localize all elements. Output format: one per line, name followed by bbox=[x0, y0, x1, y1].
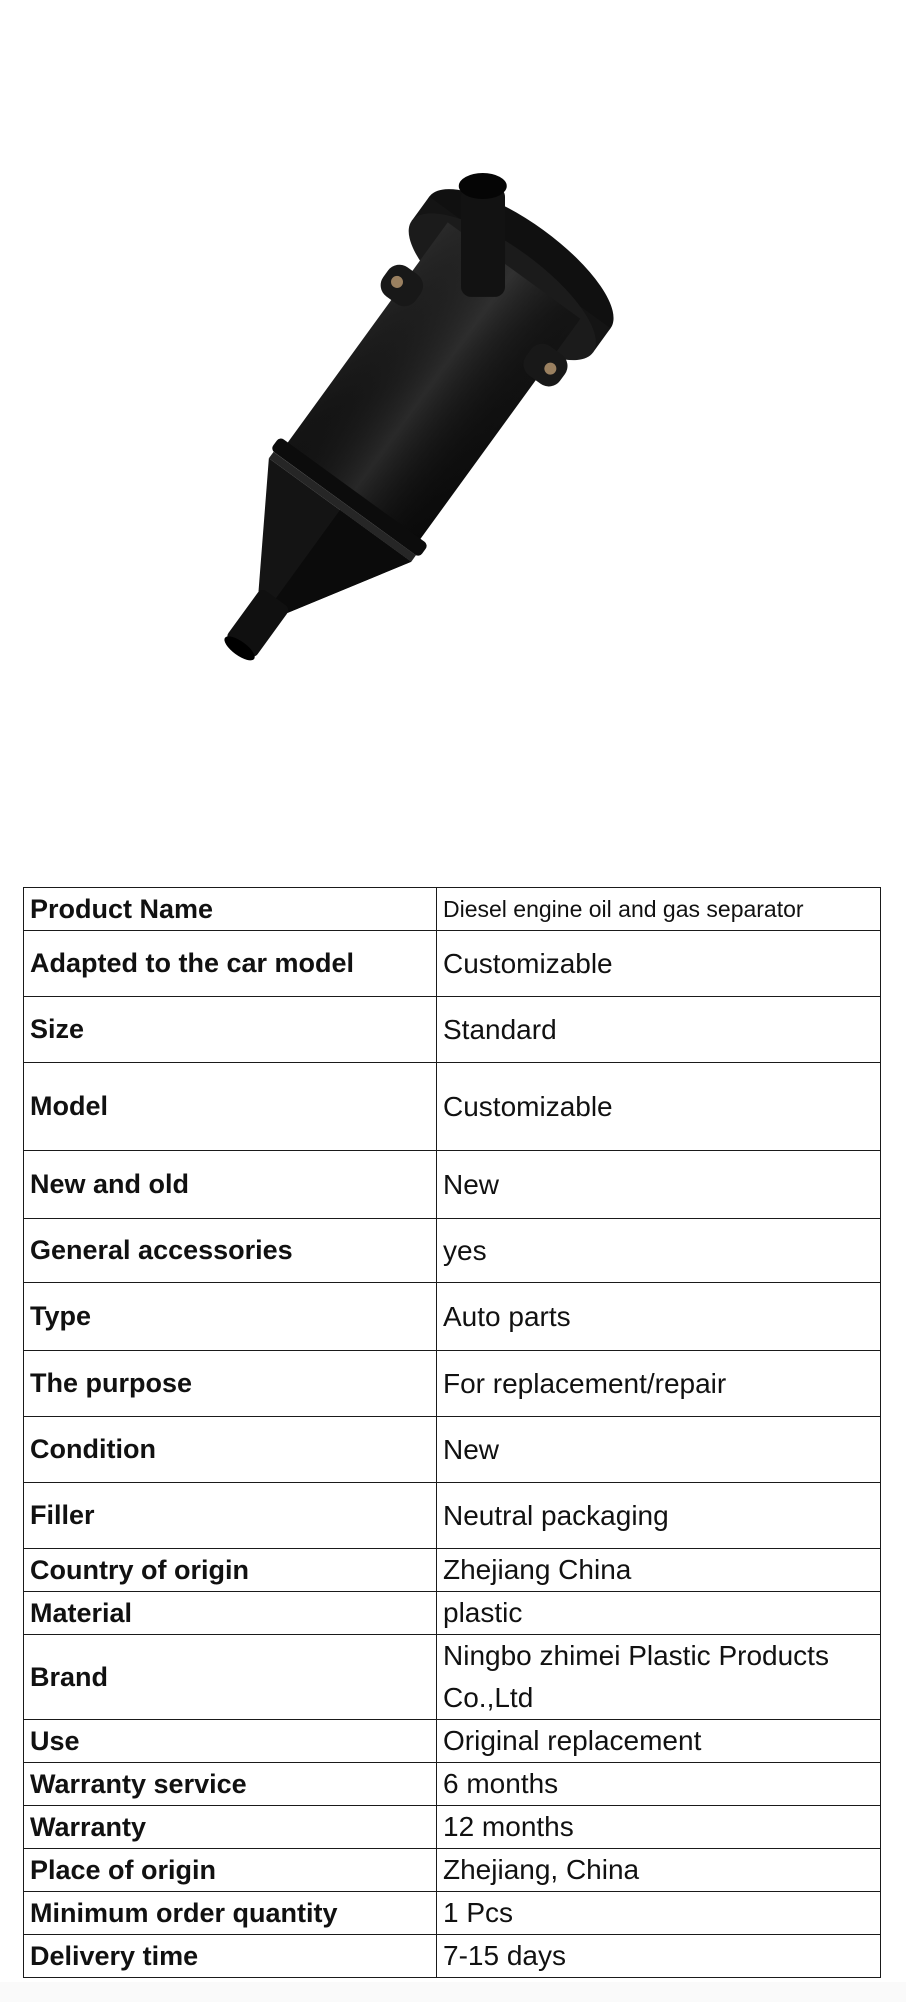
spec-value: Original replacement bbox=[437, 1720, 881, 1763]
spec-row bbox=[24, 997, 881, 1063]
spec-label: Condition bbox=[24, 1417, 437, 1483]
spec-value: Ningbo zhimei Plastic Products Co.,Ltd bbox=[437, 1635, 881, 1720]
spec-row bbox=[24, 1592, 881, 1635]
spec-row bbox=[24, 1151, 881, 1219]
spec-value: Neutral packaging bbox=[437, 1483, 881, 1549]
spec-value: 7-15 days bbox=[437, 1935, 881, 1978]
oil-gas-separator-photo bbox=[0, 0, 906, 880]
spec-value: 6 months bbox=[437, 1763, 881, 1806]
spec-value: New bbox=[437, 1417, 881, 1483]
spec-value: Zhejiang China bbox=[437, 1549, 881, 1592]
spec-row bbox=[24, 931, 881, 997]
spec-value: plastic bbox=[437, 1592, 881, 1635]
spec-row bbox=[24, 1351, 881, 1417]
spec-value: 1 Pcs bbox=[437, 1892, 881, 1935]
spec-row bbox=[24, 1935, 881, 1978]
spec-label: Warranty service bbox=[24, 1763, 437, 1806]
spec-row bbox=[24, 1063, 881, 1151]
spec-row bbox=[24, 1806, 881, 1849]
spec-label: Adapted to the car model bbox=[24, 931, 437, 997]
spec-row bbox=[24, 1635, 881, 1720]
spec-row bbox=[24, 1720, 881, 1763]
spec-label: Delivery time bbox=[24, 1935, 437, 1978]
spec-row bbox=[24, 1763, 881, 1806]
spec-table bbox=[23, 887, 881, 1978]
spec-value: Customizable bbox=[437, 931, 881, 997]
spec-value: Auto parts bbox=[437, 1283, 881, 1351]
spec-row bbox=[24, 1417, 881, 1483]
spec-row bbox=[24, 1483, 881, 1549]
spec-label: Filler bbox=[24, 1483, 437, 1549]
spec-row bbox=[24, 1549, 881, 1592]
spec-label: Country of origin bbox=[24, 1549, 437, 1592]
spec-label: Place of origin bbox=[24, 1849, 437, 1892]
spec-value: For replacement/repair bbox=[437, 1351, 881, 1417]
spec-value: 12 months bbox=[437, 1806, 881, 1849]
spec-value: Diesel engine oil and gas separator bbox=[437, 888, 881, 931]
spec-row bbox=[24, 1849, 881, 1892]
spec-label: Model bbox=[24, 1063, 437, 1151]
spec-label: The purpose bbox=[24, 1351, 437, 1417]
spec-label: New and old bbox=[24, 1151, 437, 1219]
spec-label: Material bbox=[24, 1592, 437, 1635]
product-photo bbox=[0, 0, 906, 880]
spec-row bbox=[24, 1219, 881, 1283]
spec-label: General accessories bbox=[24, 1219, 437, 1283]
spec-row bbox=[24, 888, 881, 931]
page-bottom-edge bbox=[0, 1982, 906, 2002]
spec-row bbox=[24, 1892, 881, 1935]
spec-label: Brand bbox=[24, 1635, 437, 1720]
spec-value: yes bbox=[437, 1219, 881, 1283]
spec-label: Type bbox=[24, 1283, 437, 1351]
spec-label: Use bbox=[24, 1720, 437, 1763]
spec-label: Product Name bbox=[24, 888, 437, 931]
spec-value: Standard bbox=[437, 997, 881, 1063]
spec-label: Size bbox=[24, 997, 437, 1063]
spec-row bbox=[24, 1283, 881, 1351]
spec-label: Minimum order quantity bbox=[24, 1892, 437, 1935]
spec-value: Zhejiang, China bbox=[437, 1849, 881, 1892]
spec-label: Warranty bbox=[24, 1806, 437, 1849]
spec-value: Customizable bbox=[437, 1063, 881, 1151]
spec-value: New bbox=[437, 1151, 881, 1219]
